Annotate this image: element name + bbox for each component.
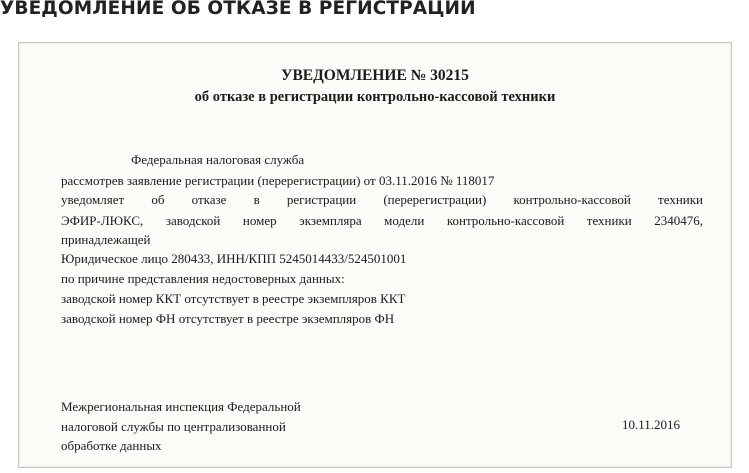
body-line-legal-entity: Юридическое лицо 280433, ИНН/КПП 5245014433/524501001 — [61, 251, 407, 266]
document-title: УВЕДОМЛЕНИЕ № 30215 — [281, 67, 469, 84]
page-headline: УВЕДОМЛЕНИЕ ОБ ОТКАЗЕ В РЕГИСТРАЦИИ — [0, 0, 476, 19]
issuer-line-3: обработке данных — [61, 438, 162, 453]
word: экземпляра — [299, 213, 362, 228]
body-line-kkt-missing: заводской номер ККТ отсутствует в реестре экземпляров ККТ — [61, 291, 406, 306]
word: техники — [586, 213, 632, 228]
word: об — [151, 192, 165, 207]
word: 2340476, — [654, 213, 703, 228]
notice-document — [18, 42, 732, 468]
word: заводской — [165, 213, 221, 228]
body-line-authority: Федеральная налоговая служба — [131, 152, 305, 167]
body-line-fn-missing: заводской номер ФН отсутствует в реестре экземпляров ФН — [61, 311, 395, 326]
word: техники — [658, 192, 704, 207]
document-subtitle: об отказе в регистрации контрольно-кассовой техники — [194, 89, 556, 105]
word: в — [253, 192, 260, 207]
word: ЭФИР-ЛЮКС, — [61, 213, 144, 228]
word: отказе — [191, 192, 227, 207]
body-line-device — [61, 213, 703, 229]
issuer-line-2: налоговой службы по централизованной — [61, 419, 286, 434]
body-line-refusal — [61, 192, 703, 208]
word: уведомляет — [61, 192, 125, 207]
word: (перерегистрации) — [383, 192, 487, 207]
word: контрольно-кассовой — [446, 213, 565, 228]
word: контрольно-кассовой — [513, 192, 631, 207]
word: регистрации — [286, 192, 357, 207]
body-line-application: рассмотрев заявление регистрации (перерегистрации) от 03.11.2016 № 118017 — [61, 173, 495, 188]
body-line-reason: по причине представления недостоверных данных: — [61, 271, 345, 286]
body-line-owner-label: принадлежащей — [61, 232, 151, 247]
document-date: 10.11.2016 — [622, 417, 681, 432]
issuer-line-1: Межрегиональная инспекция Федеральной — [61, 399, 301, 414]
word: модели — [384, 213, 425, 228]
word: номер — [242, 213, 277, 228]
